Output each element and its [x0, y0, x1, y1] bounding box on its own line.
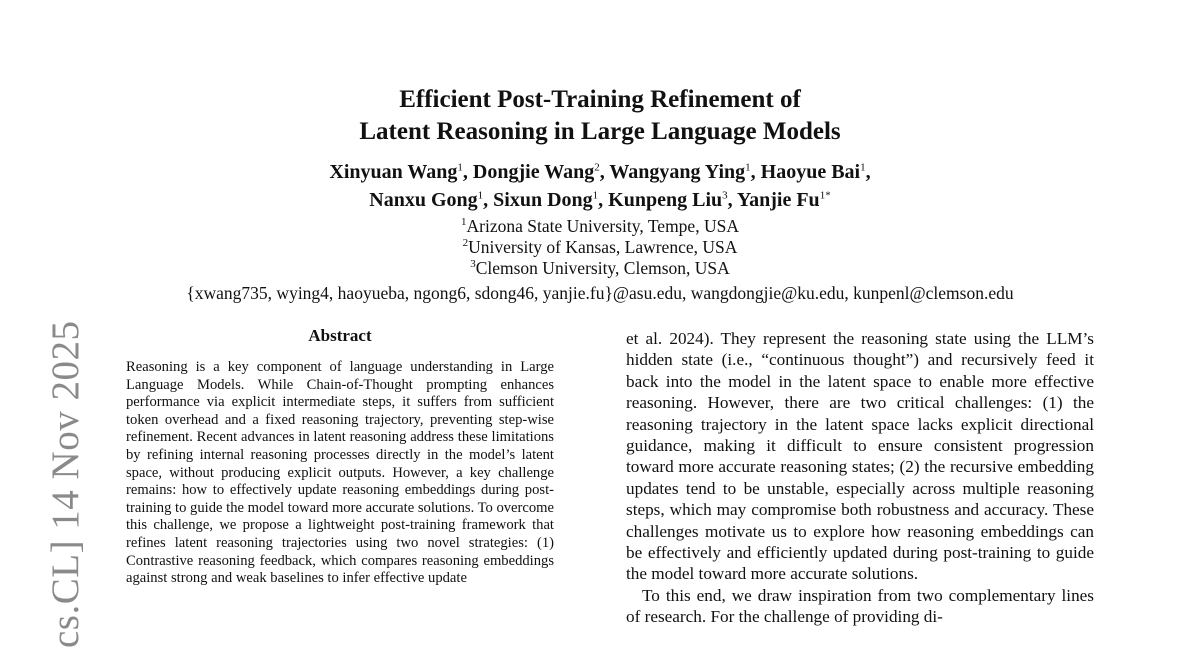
arxiv-stamp: cs.CL] 14 Nov 2025: [44, 320, 87, 648]
author-separator: ,: [599, 161, 610, 183]
intro-column: [626, 328, 1094, 628]
author-name: Haoyue Bai: [760, 161, 861, 183]
author-name: Xinyuan Wang: [329, 161, 458, 183]
affiliation-item: [0, 258, 1200, 279]
title-line-1: Efficient Post-Training Refinement of: [399, 86, 801, 113]
affiliation-text: Arizona State University, Tempe, USA: [466, 216, 739, 236]
author-affiliation: 1: [457, 161, 463, 174]
author-affiliation: 2: [594, 161, 600, 174]
affiliation-number: 1: [461, 216, 467, 229]
author-affiliation: 1: [477, 189, 484, 202]
author-name: Yanjie Fu: [736, 189, 820, 211]
body-paragraph-2: To this end, we draw inspiration from two complementary lines of research. For the challenge of providing di-: [626, 585, 1094, 627]
author-name: Dongjie Wang: [472, 161, 595, 183]
author-separator: ,: [750, 161, 761, 183]
author-separator: ,: [483, 189, 494, 211]
author-affiliation: 1: [745, 161, 751, 174]
abstract-body: Reasoning is a key component of language understanding in Large Language Models. While Chain-of-Thought prompting enhances performance via explicit intermediate steps, it suffers from sufficient token overhead and a fixed reasoning trajectory, preventing step-wise refinement. Recent advances in latent reasoning address these limitations by refining internal reasoning processes directly in the model’s latent space, without producing explicit outputs. However, a key challenge remains: how to effectively update reasoning embeddings during post-training to guide the model toward more accurate solutions. To overcome this challenge, we propose a lightweight post-training framework that refines latent reasoning trajectories using two novel strategies: (1) Contrastive reasoning feedback, which compares reasoning embeddings against strong and weak baselines to infer effective update: [126, 359, 554, 587]
affiliation-item: [0, 216, 1200, 237]
author-affiliation: 1*: [819, 189, 831, 202]
affiliation-number: 2: [462, 237, 469, 250]
author-name: Nanxu Gong: [369, 189, 478, 211]
paper-title: [0, 84, 1200, 148]
body-paragraph-1: et al. 2024). They represent the reasoning state using the LLM’s hidden state (i.e., “continuous thought”) and recursively feed it back into the model in the latent space to enable more effective reasoning. However, there are two critical challenges: (1) the reasoning trajectory in the latent space lacks explicit directional guidance, making it difficult to ensure consistent progression toward more accurate reasoning states; (2) the recursive embedding updates tend to be unstable, especially across multiple reasoning steps, which may compromise both robustness and accuracy. These challenges motivate us to explore how reasoning embeddings can be effectively and efficiently updated during post-training to guide the model toward more accurate solutions.: [626, 329, 1094, 584]
author-line-1: [0, 158, 1200, 186]
author-affiliation: 1: [860, 161, 866, 174]
affiliation-text: University of Kansas, Lawrence, USA: [468, 237, 738, 257]
author-name: Kunpeng Liu: [608, 189, 723, 211]
abstract-heading: Abstract: [308, 326, 372, 345]
author-list: [0, 158, 1200, 214]
author-name: Wangyang Ying: [609, 161, 746, 183]
author-name: Sixun Dong: [493, 189, 593, 211]
author-separator: ,: [598, 189, 609, 211]
author-separator: ,: [727, 189, 737, 211]
author-affiliation: 3: [722, 189, 728, 202]
affiliation-list: [0, 216, 1200, 279]
author-affiliation: 1: [592, 189, 599, 202]
author-separator: ,: [865, 161, 871, 183]
affiliation-item: [0, 237, 1200, 258]
affiliation-text: Clemson University, Clemson, USA: [475, 258, 730, 278]
affiliation-number: 3: [470, 258, 476, 271]
title-line-2: Latent Reasoning in Large Language Models: [359, 118, 841, 145]
author-emails: {xwang735, wying4, haoyueba, ngong6, sdong46, yanjie.fu}@asu.edu, wangdongjie@ku.edu, kunpenl@clemson.edu: [186, 283, 1014, 303]
author-separator: ,: [462, 161, 473, 183]
author-line-2: [0, 186, 1200, 214]
